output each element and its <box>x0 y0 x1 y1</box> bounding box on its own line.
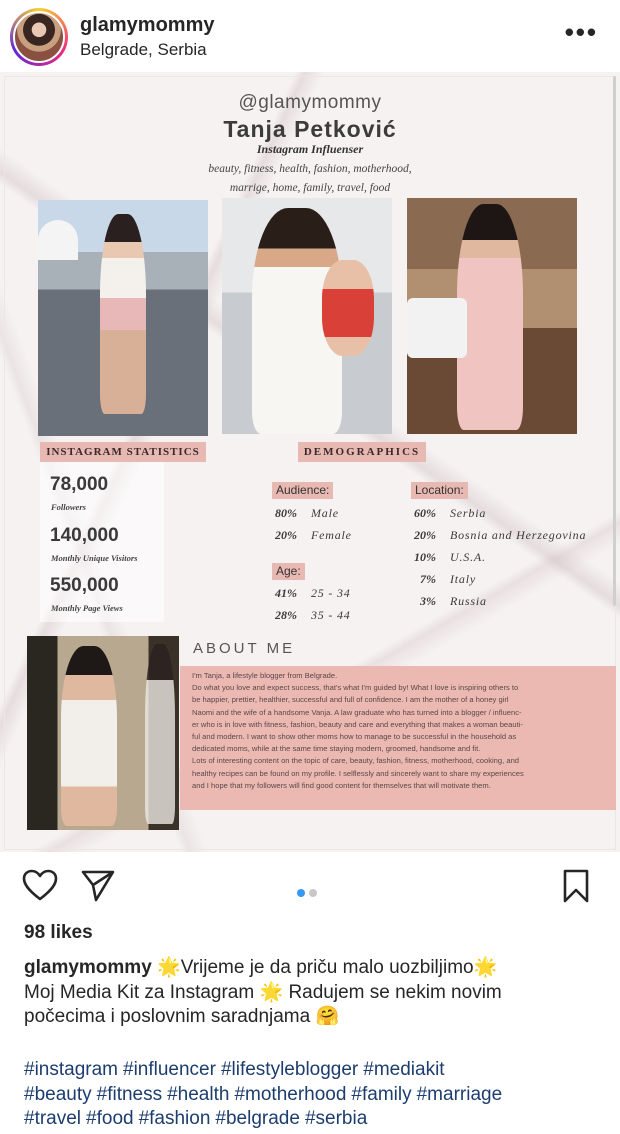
hashtag-link[interactable]: #food <box>86 1108 134 1129</box>
location-row: 3% Russia <box>420 594 487 608</box>
hashtag-link[interactable]: #beauty <box>24 1083 92 1105</box>
post-caption <box>24 956 604 1030</box>
stat-value: 78,000 <box>50 474 109 495</box>
star-emoji: 🌟 <box>157 957 181 978</box>
hashtag-link[interactable]: #motherhood <box>234 1083 347 1105</box>
hashtag-link[interactable]: #lifestyleblogger <box>220 1059 359 1080</box>
kit-tagline-line: beauty, fitness, health, fashion, motherhood, <box>208 163 412 175</box>
stat-label: Monthly Page Views <box>51 603 123 613</box>
post-image[interactable] <box>0 72 620 852</box>
hashtags <box>24 1058 614 1132</box>
carousel-indicator <box>297 884 321 902</box>
heart-icon[interactable] <box>22 868 58 904</box>
about-line: dedicated moms, while at the same time staying modern, groomed, handsome and fit. <box>192 744 481 754</box>
likes-count[interactable]: 98 likes <box>24 922 93 943</box>
carousel-dot-active <box>297 889 305 897</box>
post-location[interactable]: Belgrade, Serbia <box>80 40 207 59</box>
about-line: be happier, prettier, healthier, successful and full of confidence. I am the mother of a honey girl <box>192 695 509 705</box>
stat-value: 550,000 <box>50 575 119 596</box>
hashtag-link[interactable]: #belgrade <box>215 1108 300 1129</box>
hashtag-link[interactable]: #fashion <box>138 1108 211 1129</box>
carousel-dot <box>309 889 317 897</box>
kit-name: Tanja Petković <box>223 116 397 142</box>
location-label: Location: <box>411 482 468 499</box>
story-ring[interactable] <box>10 8 68 66</box>
star-emoji: 🌟 <box>259 981 284 1003</box>
hashtag-link[interactable]: #marriage <box>416 1083 503 1105</box>
photo-pink-outfit <box>407 198 577 434</box>
caption-text: Vrijeme je da priču malo uozbiljimo <box>180 957 474 978</box>
bookmark-icon[interactable] <box>558 868 594 904</box>
star-emoji: 🌟 <box>473 957 498 978</box>
stats-title: INSTAGRAM STATISTICS <box>40 442 206 462</box>
hug-emoji: 🤗 <box>315 1006 340 1027</box>
audience-label: Audience: <box>272 482 333 499</box>
hashtag-link[interactable]: #mediakit <box>363 1059 445 1080</box>
hashtag-link[interactable]: #serbia <box>304 1108 368 1129</box>
caption-text: Moj Media Kit za Instagram <box>24 981 255 1003</box>
hashtag-link[interactable]: #family <box>351 1083 412 1105</box>
hashtag-link[interactable]: #instagram <box>24 1059 118 1080</box>
age-label: Age: <box>272 563 305 580</box>
kit-role: Instagram Influenser <box>256 142 364 156</box>
hashtag-link[interactable]: #fitness <box>96 1083 163 1105</box>
kit-handle: @glamymommy <box>238 92 382 113</box>
send-icon[interactable] <box>80 868 116 904</box>
caption-text: počecima i poslovnim saradnjama <box>24 1006 311 1027</box>
about-line: Lots of interesting content on the topic of care, beauty, fashion, fitness, motherhood, cooking, and <box>192 756 520 766</box>
kit-tagline-line: marrige, home, family, travel, food <box>229 182 391 194</box>
location-row: 7% Italy <box>420 572 476 586</box>
location-row: 10% U.S.A. <box>414 550 486 564</box>
about-line: er who is in love with fitness, fashion, beauty and care and everything that makes a woman beauti- <box>192 719 523 729</box>
photo-mother-baby <box>222 198 392 434</box>
audience-row: 80% Male <box>275 506 339 520</box>
audience-row: 20% Female <box>275 528 352 542</box>
about-line: I'm Tanja, a lifestyle blogger from Belgrade. <box>192 671 338 680</box>
post-header <box>0 0 620 72</box>
about-line: Do what you love and expect success, that's what I'm guided by! What I love is inspiring others to <box>192 683 519 693</box>
photo-white-dress <box>27 636 179 830</box>
location-row: 60% Serbia <box>414 506 487 520</box>
kit-tagline <box>150 160 470 198</box>
about-line: ful and modern. I want to show other moms how to manage to be successful in the household as <box>192 732 517 742</box>
photo-street-outfit <box>38 200 208 436</box>
about-title: ABOUT ME <box>193 640 296 657</box>
stat-label: Monthly Unique Visitors <box>51 553 138 563</box>
about-line: Naomi and the wife of a handsome Vanja. A law graduate who has turned into a blogger / influenc- <box>192 707 522 717</box>
age-row: 28% 35 - 44 <box>275 608 351 622</box>
age-row: 41% 25 - 34 <box>275 586 351 600</box>
hashtag-link[interactable]: #health <box>167 1083 230 1105</box>
hashtag-link[interactable]: #influencer <box>123 1059 216 1080</box>
location-row: 20% Bosnia and Herzegovina <box>414 528 587 542</box>
post-username[interactable]: glamymommy <box>80 14 215 36</box>
more-options-icon[interactable]: ••• <box>564 17 598 47</box>
hashtag-link[interactable]: #travel <box>24 1108 82 1129</box>
avatar[interactable] <box>13 11 65 63</box>
caption-text: Radujem se nekim novim <box>288 981 502 1003</box>
demographics-title: DEMOGRAPHICS <box>298 442 426 462</box>
image-scrollbar[interactable] <box>613 76 616 606</box>
stat-value: 140,000 <box>50 525 119 546</box>
stat-label: Followers <box>51 502 86 512</box>
caption-username[interactable]: glamymommy <box>24 957 152 978</box>
about-line: healthy recipes can be found on my profile. I selflessly and sincerely want to share my experiences <box>192 768 524 778</box>
about-line: and I hope that my followers will find good content for themselves that will motivate them. <box>192 780 491 790</box>
about-text <box>192 670 602 792</box>
